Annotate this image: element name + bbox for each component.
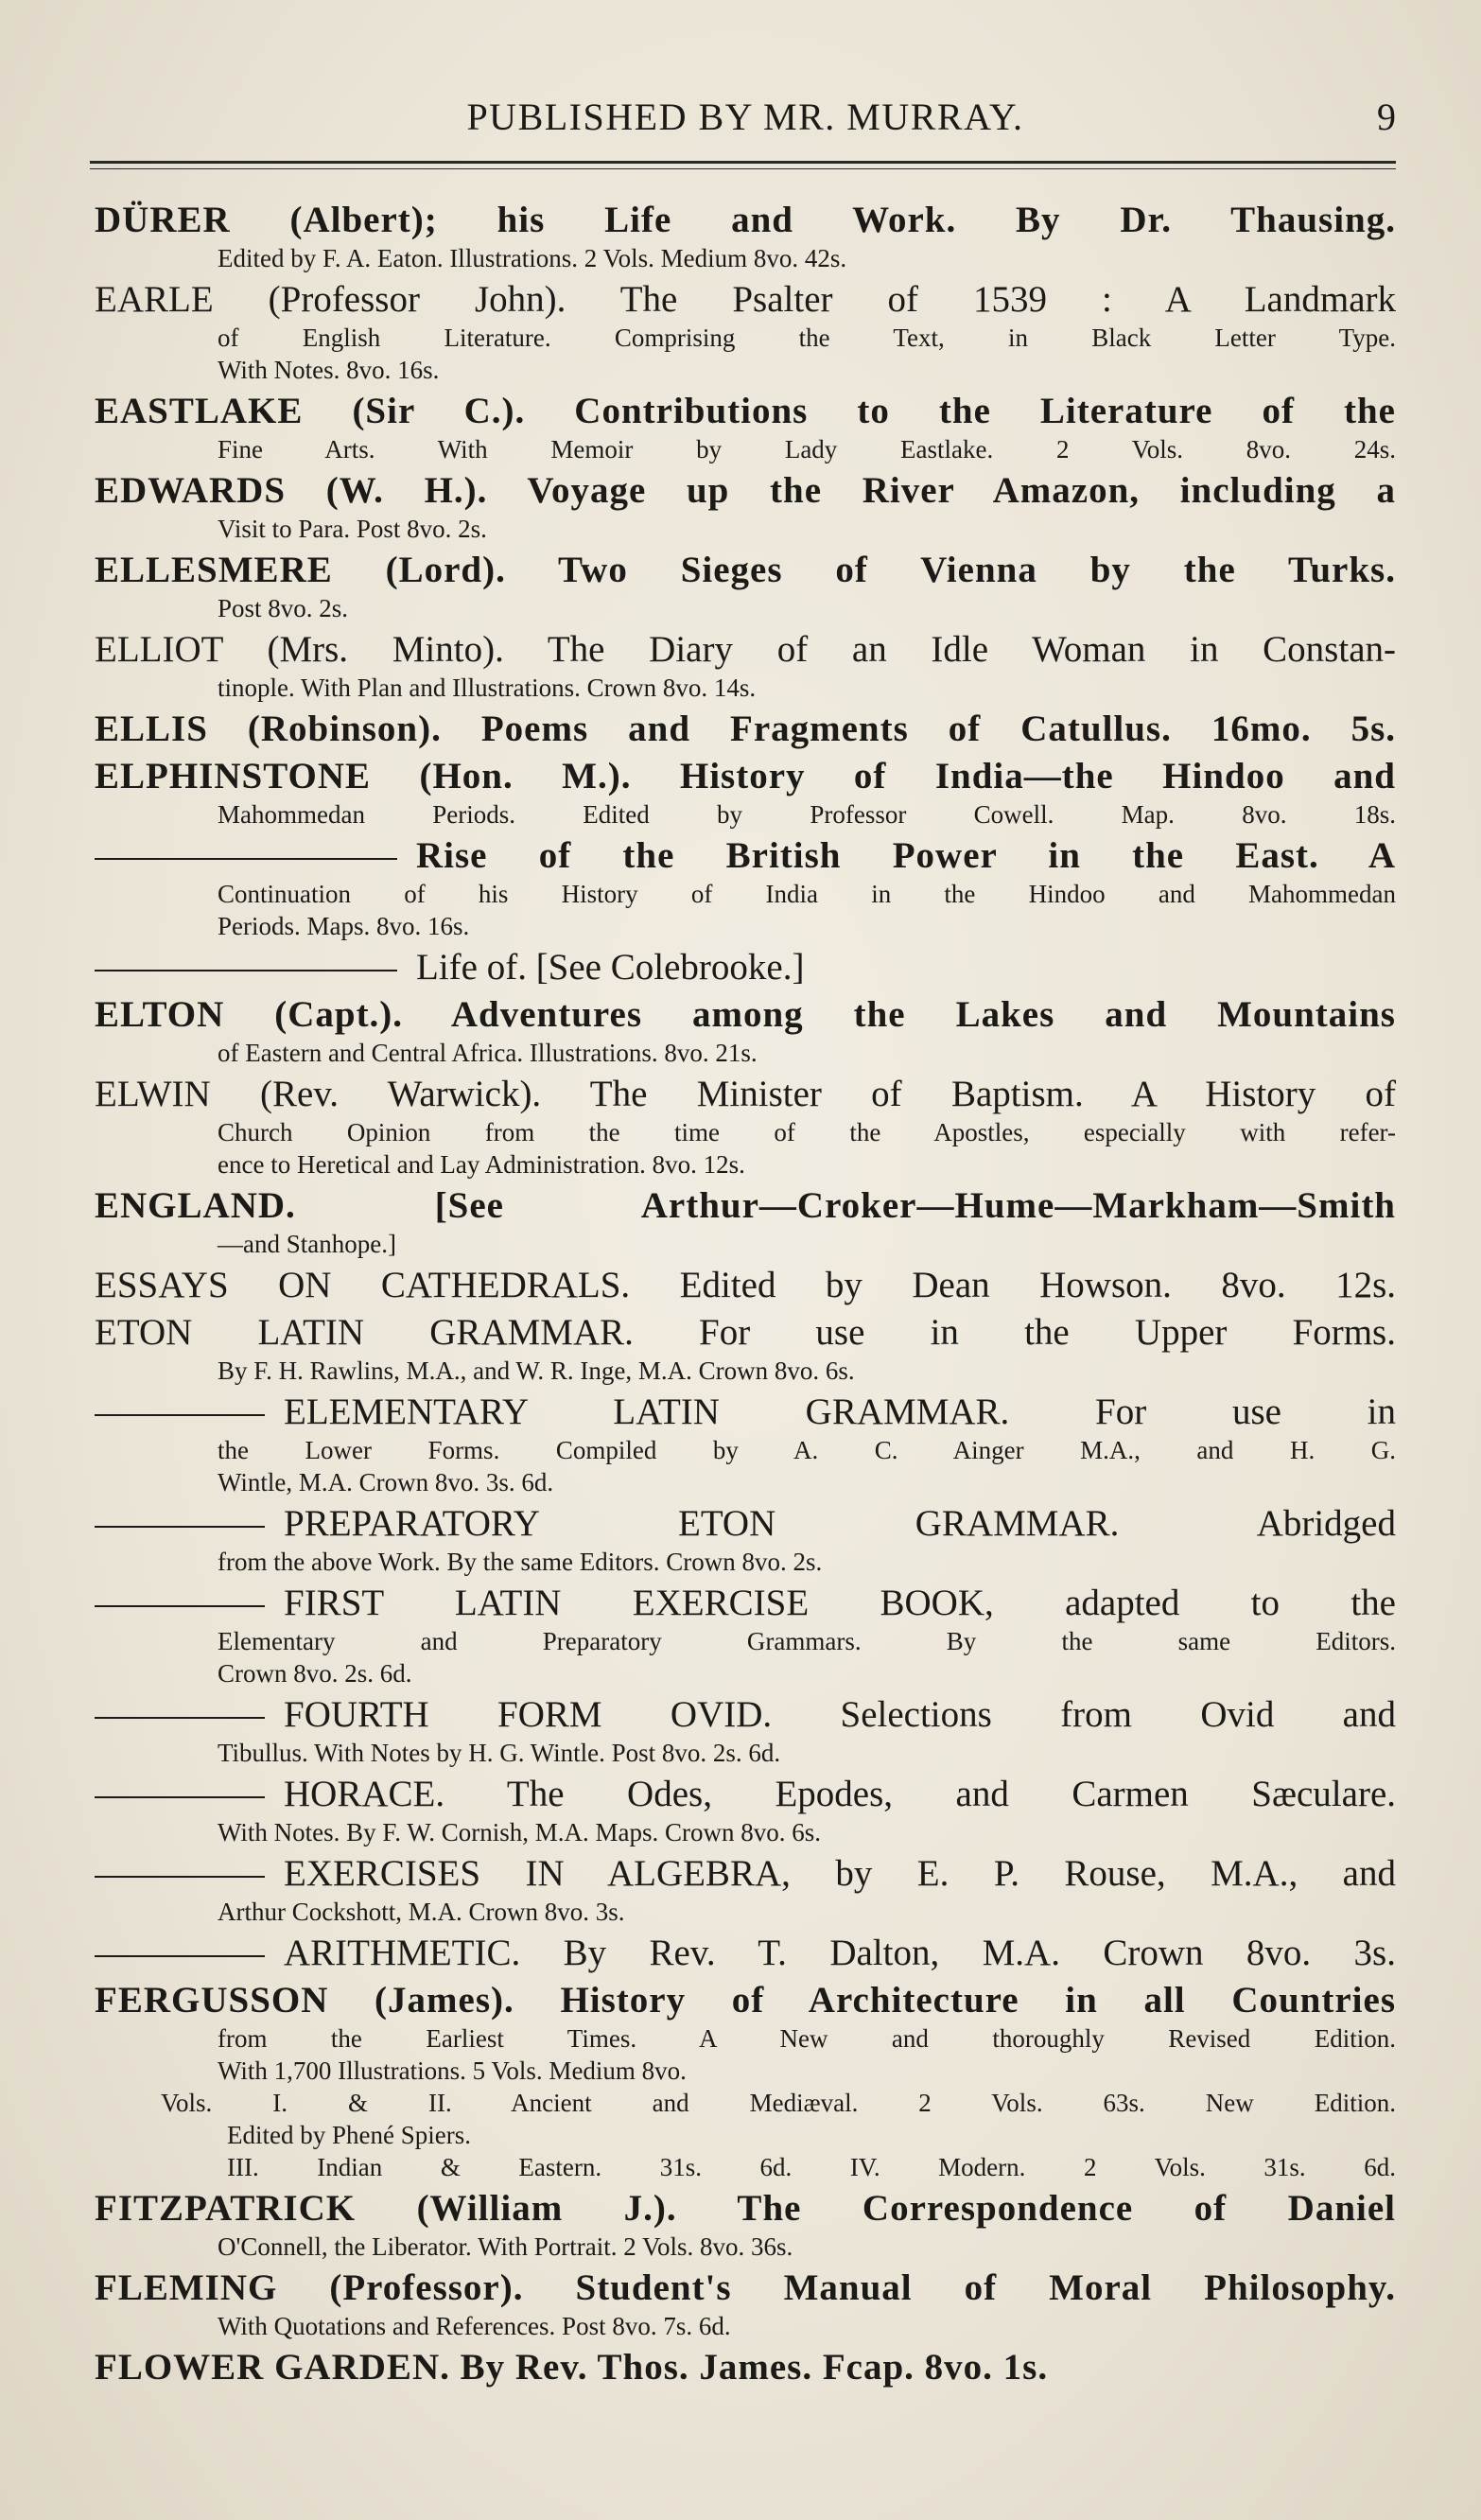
- entry-heading-text: EXERCISES IN ALGEBRA, by E. P. Rouse, M.A., and: [284, 1853, 1396, 1894]
- entry-detail: Church Opinion from the time of the Apostles, especially with refer-: [218, 1118, 1396, 1146]
- page-number: 9: [1377, 96, 1396, 138]
- entry-detail: from the Earliest Times. A New and thoroughly Revised Edition.: [218, 2024, 1396, 2053]
- entry-heading: FITZPATRICK (William J.). The Correspondence of Daniel: [95, 2188, 1396, 2229]
- entry-detail: With 1,700 Illustrations. 5 Vols. Medium 8vo.: [218, 2056, 687, 2085]
- catalogue-entry: [95, 278, 1396, 386]
- entry-heading-text: ARITHMETIC. By Rev. T. Dalton, M.A. Crown 8vo. 3s.: [284, 1933, 1396, 1973]
- entry-detail: Edited by F. A. Eaton. Illustrations. 2 Vols. Medium 8vo. 42s.: [218, 244, 847, 272]
- catalogue-entry: [95, 2346, 1396, 2389]
- catalogue-entry: [95, 1582, 1396, 1689]
- catalogue-entry: [95, 199, 1396, 274]
- entry-heading-text: ELEMENTARY LATIN GRAMMAR. For use in: [284, 1391, 1396, 1432]
- entry-detail: Crown 8vo. 2s. 6d.: [218, 1659, 412, 1688]
- ditto-dash: [95, 1955, 265, 1957]
- entry-heading: ESSAYS ON CATHEDRALS. Edited by Dean Howson. 8vo. 12s.: [95, 1265, 1396, 1305]
- entry-detail: With Notes. By F. W. Cornish, M.A. Maps. Crown 8vo. 6s.: [218, 1818, 822, 1846]
- ditto-dash: [95, 858, 397, 860]
- ditto-dash: [95, 1526, 265, 1528]
- entry-detail: Periods. Maps. 8vo. 16s.: [218, 912, 470, 940]
- catalogue-entry: [95, 1073, 1396, 1181]
- catalogue-entry: [95, 2187, 1396, 2263]
- catalogue-entry: [95, 1391, 1396, 1498]
- catalogue-entry: [95, 1502, 1396, 1578]
- ditto-dash: [95, 970, 397, 971]
- entry-heading: DÜRER (Albert); his Life and Work. By Dr. Thausing.: [95, 200, 1396, 240]
- entry-heading: [95, 946, 1396, 989]
- entry-detail: —and Stanhope.]: [218, 1230, 396, 1258]
- entry-detail: Tibullus. With Notes by H. G. Wintle. Post 8vo. 2s. 6d.: [218, 1739, 781, 1767]
- entry-heading-text: Life of. [See Colebrooke.]: [416, 947, 805, 988]
- entry-detail: Fine Arts. With Memoir by Lady Eastlake. 2 Vols. 8vo. 24s.: [218, 435, 1396, 464]
- entry-detail: Arthur Cockshott, M.A. Crown 8vo. 3s.: [218, 1898, 625, 1926]
- entry-heading-text: Rise of the British Power in the East. A: [416, 835, 1396, 876]
- entry-heading: FERGUSSON (James). History of Architecture in all Countries: [95, 1980, 1396, 2021]
- catalogue-entry: [95, 1184, 1396, 1260]
- entry-heading: [95, 1502, 1396, 1546]
- entry-heading-text: FIRST LATIN EXERCISE BOOK, adapted to the: [284, 1583, 1396, 1623]
- entry-heading: ELLIS (Robinson). Poems and Fragments of Catullus. 16mo. 5s.: [95, 709, 1396, 749]
- entry-heading: ELPHINSTONE (Hon. M.). History of India—the Hindoo and: [95, 756, 1396, 796]
- entry-heading: ELLIOT (Mrs. Minto). The Diary of an Idle Woman in Constan-: [95, 629, 1396, 670]
- catalogue-entry: [95, 834, 1396, 942]
- entry-detail: ence to Heretical and Lay Administration. 8vo. 12s.: [218, 1150, 745, 1179]
- catalogue-entry: [95, 708, 1396, 751]
- entry-detail: from the above Work. By the same Editors. Crown 8vo. 2s.: [218, 1548, 823, 1576]
- catalogue-entry: [95, 1773, 1396, 1848]
- entry-detail: tinople. With Plan and Illustrations. Crown 8vo. 14s.: [218, 674, 757, 702]
- entry-heading: EARLE (Professor John). The Psalter of 1539 : A Landmark: [95, 279, 1396, 320]
- entry-heading: FLOWER GARDEN. By Rev. Thos. James. Fcap. 8vo. 1s.: [95, 2347, 1049, 2388]
- running-title: PUBLISHED BY MR. MURRAY.: [466, 96, 1024, 138]
- entry-detail: Edited by Phené Spiers.: [227, 2121, 471, 2149]
- entry-detail: Post 8vo. 2s.: [218, 594, 349, 622]
- catalogue-entry: [95, 1311, 1396, 1387]
- catalogue-entry: [95, 946, 1396, 989]
- entry-heading: ELWIN (Rev. Warwick). The Minister of Baptism. A History of: [95, 1074, 1396, 1114]
- entry-heading: ELLESMERE (Lord). Two Sieges of Vienna by the Turks.: [95, 550, 1396, 590]
- entry-detail: of English Literature. Comprising the Text, in Black Letter Type.: [218, 324, 1396, 352]
- entry-detail: Visit to Para. Post 8vo. 2s.: [218, 515, 487, 543]
- entry-detail: Vols. I. & II. Ancient and Mediæval. 2 Vols. 63s. New Edition.: [161, 2089, 1396, 2117]
- entry-heading: [95, 1391, 1396, 1434]
- entry-detail: Mahommedan Periods. Edited by Professor Cowell. Map. 8vo. 18s.: [218, 800, 1396, 829]
- entry-detail: of Eastern and Central Africa. Illustrations. 8vo. 21s.: [218, 1039, 758, 1067]
- entry-detail: the Lower Forms. Compiled by A. C. Ainger M.A., and H. G.: [218, 1436, 1396, 1464]
- catalogue-entry: [95, 1693, 1396, 1769]
- ditto-dash: [95, 1605, 265, 1607]
- entry-heading-text: HORACE. The Odes, Epodes, and Carmen Sæculare.: [284, 1774, 1396, 1814]
- entry-heading: [95, 1932, 1396, 1975]
- entry-detail: Continuation of his History of India in the Hindoo and Mahommedan: [218, 880, 1396, 908]
- catalogue-entry: [95, 1852, 1396, 1928]
- entry-heading: ENGLAND. [See Arthur—Croker—Hume—Markham—Smith: [95, 1185, 1396, 1226]
- ditto-dash: [95, 1717, 265, 1719]
- entry-detail: O'Connell, the Liberator. With Portrait. 2 Vols. 8vo. 36s.: [218, 2232, 793, 2261]
- entry-detail: Elementary and Preparatory Grammars. By the same Editors.: [218, 1627, 1396, 1655]
- catalogue-entry: [95, 469, 1396, 545]
- entry-detail: III. Indian & Eastern. 31s. 6d. IV. Modern. 2 Vols. 31s. 6d.: [227, 2153, 1396, 2181]
- entry-detail: By F. H. Rawlins, M.A., and W. R. Inge, M.A. Crown 8vo. 6s.: [218, 1356, 855, 1385]
- entry-heading-text: PREPARATORY ETON GRAMMAR. Abridged: [284, 1503, 1396, 1544]
- entry-heading: [95, 1773, 1396, 1816]
- entry-heading: [95, 1582, 1396, 1625]
- catalogue-entry: [95, 1979, 1396, 2183]
- ditto-dash: [95, 1796, 265, 1798]
- catalogue-entry: [95, 1264, 1396, 1307]
- entry-heading: [95, 1693, 1396, 1737]
- entry-heading: [95, 834, 1396, 878]
- entry-heading: [95, 1852, 1396, 1896]
- entry-heading-text: FOURTH FORM OVID. Selections from Ovid and: [284, 1694, 1396, 1735]
- ditto-dash: [95, 1414, 265, 1416]
- entry-detail: Wintle, M.A. Crown 8vo. 3s. 6d.: [218, 1468, 554, 1496]
- entry-detail: With Notes. 8vo. 16s.: [218, 356, 440, 384]
- catalogue-entry: [95, 390, 1396, 465]
- ditto-dash: [95, 1876, 265, 1878]
- entry-heading: EASTLAKE (Sir C.). Contributions to the Literature of the: [95, 391, 1396, 431]
- running-head: [95, 95, 1396, 155]
- entry-heading: ETON LATIN GRAMMAR. For use in the Upper Forms.: [95, 1312, 1396, 1353]
- catalogue-entry: [95, 993, 1396, 1069]
- entry-heading: ELTON (Capt.). Adventures among the Lakes and Mountains: [95, 994, 1396, 1035]
- catalogue-entry: [95, 1932, 1396, 1975]
- catalogue-entry: [95, 549, 1396, 624]
- catalogue-entry: [95, 628, 1396, 704]
- entry-heading: FLEMING (Professor). Student's Manual of Moral Philosophy.: [95, 2267, 1396, 2308]
- catalogue-list: [95, 199, 1396, 2393]
- entry-detail: With Quotations and References. Post 8vo. 7s. 6d.: [218, 2312, 731, 2340]
- entry-heading: EDWARDS (W. H.). Voyage up the River Amazon, including a: [95, 470, 1396, 511]
- catalogue-entry: [95, 2266, 1396, 2342]
- catalogue-entry: [95, 755, 1396, 831]
- header-rule: [90, 161, 1396, 169]
